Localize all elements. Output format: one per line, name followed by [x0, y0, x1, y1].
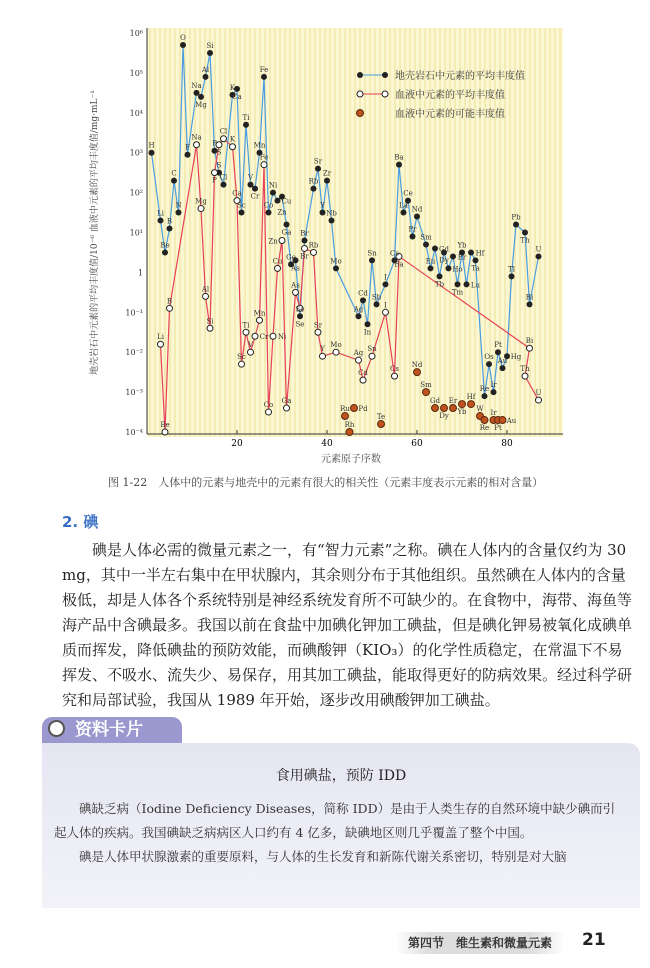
crust-point	[360, 297, 366, 303]
element-label: Tl	[508, 265, 515, 274]
element-label: O	[180, 33, 186, 42]
element-label: Ho	[452, 265, 463, 274]
blood-point	[315, 329, 321, 335]
crust-point	[171, 178, 177, 184]
blood-point	[383, 309, 389, 315]
crust-point	[374, 301, 380, 307]
crust-point	[198, 94, 204, 100]
element-label: Re	[479, 385, 490, 394]
element-label: V	[247, 341, 254, 350]
element-label: Hg	[510, 353, 522, 362]
blood-point	[536, 397, 542, 403]
element-label: K	[229, 135, 236, 144]
info-card	[42, 743, 640, 908]
possible-point	[468, 401, 475, 408]
element-label: Ca	[232, 189, 242, 198]
element-label: W	[476, 405, 484, 414]
element-label: Mg	[195, 100, 207, 109]
blood-point	[203, 293, 209, 299]
x-axis-label: 元素原子序数	[321, 454, 381, 465]
bullet-icon	[48, 720, 65, 737]
crust-point	[446, 265, 452, 271]
legend-marker	[357, 91, 363, 97]
element-label: Zn	[268, 237, 278, 246]
element-label: Sc	[237, 353, 246, 362]
element-label: F	[185, 143, 190, 152]
crust-point	[414, 214, 420, 220]
element-label: Dy	[439, 412, 449, 421]
card-paragraph: 碘是人体甲状腺激素的重要原料，与人体的生长发育和新陈代谢关系密切，特别是对大脑	[79, 849, 567, 864]
blood-point	[356, 357, 362, 363]
info-card-tab: 资料卡片	[42, 717, 182, 743]
element-label: Mn	[253, 309, 266, 318]
element-label: N	[175, 201, 182, 210]
possible-point	[441, 405, 448, 412]
y-tick-label: 10⁻³	[125, 388, 143, 398]
element-label: Hf	[466, 393, 476, 402]
blood-point	[392, 373, 398, 379]
element-label: Pb	[511, 213, 521, 222]
crust-point	[333, 265, 339, 271]
element-label: Co	[263, 201, 274, 210]
crust-point	[194, 90, 200, 96]
element-label: Os	[484, 353, 494, 362]
element-label: Cr	[259, 333, 269, 342]
x-tick-label: 20	[231, 439, 243, 449]
crust-point	[302, 237, 308, 243]
possible-point	[346, 429, 353, 436]
section-title: 2. 碘	[62, 513, 99, 531]
element-label: Nd	[411, 205, 423, 214]
element-label: Pt	[494, 424, 502, 433]
element-label: Co	[263, 401, 274, 410]
element-label: Mn	[253, 141, 266, 150]
element-label: Ru	[340, 405, 350, 414]
element-label: Tm	[451, 288, 464, 297]
crust-point	[158, 218, 164, 224]
element-label: U	[535, 389, 542, 398]
y-axis-label: 地壳岩石中元素的平均丰度值/10⁻⁶ 血液中元素的平均丰度值/mg·mL⁻¹	[90, 90, 100, 375]
y-tick-label: 10⁴	[129, 108, 143, 118]
y-tick-label: 10⁻²	[125, 348, 143, 358]
element-label: H	[148, 141, 155, 150]
crust-point	[432, 245, 438, 251]
element-label: Tb	[434, 280, 445, 289]
element-label: Br	[300, 229, 309, 238]
blood-point	[320, 353, 326, 359]
page-number: 21	[582, 930, 606, 950]
crust-point	[513, 222, 519, 228]
element-label: Ir	[490, 381, 497, 390]
blood-point	[221, 136, 227, 142]
crust-point	[495, 349, 501, 355]
blood-point	[293, 289, 299, 295]
crust-point	[149, 150, 155, 156]
crust-point	[252, 186, 258, 192]
blood-point	[261, 162, 267, 168]
crust-point	[365, 321, 371, 327]
crust-point	[369, 257, 375, 263]
crust-point	[509, 273, 515, 279]
element-label: P	[212, 176, 217, 185]
blood-point	[522, 373, 528, 379]
legend-marker	[382, 72, 388, 78]
element-label: Br	[300, 252, 309, 261]
blood-point	[162, 429, 168, 435]
blood-point	[230, 144, 236, 150]
element-label: Mo	[330, 341, 342, 350]
element-label: Y	[320, 345, 325, 354]
blood-point	[167, 305, 173, 311]
crust-point	[536, 253, 542, 259]
element-label: Yb	[457, 241, 467, 250]
element-label: Sm	[420, 233, 432, 242]
element-label: Rh	[344, 421, 355, 429]
crust-point	[270, 190, 276, 196]
legend-marker	[357, 72, 363, 78]
element-label: Th	[520, 236, 530, 245]
crust-point	[500, 365, 506, 371]
element-label: Ba	[394, 153, 404, 162]
blood-point	[369, 353, 375, 359]
blood-point	[270, 333, 276, 339]
legend-marker	[382, 91, 388, 97]
element-label: Si	[206, 317, 214, 326]
element-label: K	[229, 83, 236, 92]
crust-point	[455, 281, 461, 287]
crust-point	[450, 253, 456, 259]
element-label: Ti	[242, 321, 250, 330]
y-tick-label: 10¹	[129, 228, 143, 238]
crust-point	[324, 178, 330, 184]
blood-point	[527, 345, 533, 351]
element-label: Al	[201, 65, 210, 74]
element-label: Mg	[195, 197, 207, 206]
crust-point	[522, 230, 528, 236]
blood-point	[198, 206, 204, 212]
blood-point	[194, 142, 200, 148]
crust-point	[266, 210, 272, 216]
blood-point	[302, 245, 308, 251]
crust-point	[527, 301, 533, 307]
crust-point	[428, 265, 434, 271]
body-paragraph: 碘是人体必需的微量元素之一，有“智力元素”之称。碘在人体内的含量仅约为 30 mg，其中一半左右集中在甲状腺内，其余则分布于其他组织。虽然碘在人体内的含量极低，却是人体各个系统特别是神经系统发育所不可缺少的。在食物中，海带、海鱼等海产品中含碘最多。我国以前在食盐中加碘化钾加工碘盐，但是碘化钾易被氧化成碘单质而挥发，降低碘盐的预防效能，而碘酸钾（KIO₃）的化学性质稳定，在常温下不易挥发、不吸水、流失少、易保存，用其加工碘盐，能取得更好的防病效果。经过科学研究和局部试验，我国从 1989 年开始，逐步改用碘酸钾加工碘盐。	[62, 541, 633, 709]
element-label: Cu	[272, 257, 283, 266]
crust-point	[491, 389, 497, 395]
x-tick-label: 60	[411, 439, 423, 449]
crust-point	[248, 182, 254, 188]
y-tick-label: 10³	[129, 148, 143, 158]
element-label: Sr	[313, 157, 323, 166]
crust-point	[473, 257, 479, 263]
blood-point	[248, 349, 254, 355]
blood-point	[257, 317, 263, 323]
element-label: Bi	[525, 337, 534, 346]
element-label: Be	[160, 421, 170, 429]
element-label: As	[291, 264, 300, 273]
element-label: V	[247, 173, 254, 182]
element-label: Lu	[470, 281, 481, 290]
crust-point	[243, 122, 249, 128]
element-label: Th	[520, 365, 530, 374]
element-label: Mo	[330, 257, 342, 266]
crust-point	[203, 74, 209, 80]
blood-point	[360, 377, 366, 383]
element-label: Cs	[390, 249, 399, 258]
element-label: As	[291, 281, 300, 290]
element-label: Gd	[429, 397, 441, 406]
element-label: I	[384, 273, 387, 282]
y-tick-label: 10⁵	[129, 68, 143, 78]
crust-point	[207, 50, 213, 56]
element-label: B	[166, 297, 173, 306]
blood-point	[212, 170, 218, 176]
y-tick-label: 10⁶	[129, 29, 143, 38]
y-tick-label: 10⁻¹	[125, 308, 143, 318]
element-label: Ag	[353, 305, 364, 314]
blood-point	[207, 325, 213, 331]
element-label: Na	[191, 133, 202, 142]
element-label: C	[171, 169, 177, 178]
element-label: S	[216, 148, 222, 157]
element-label: Cr	[250, 192, 260, 201]
crust-point	[275, 198, 281, 204]
crust-point	[423, 241, 429, 247]
crust-point	[437, 273, 443, 279]
blood-point	[239, 361, 245, 367]
element-label: Au	[506, 417, 517, 426]
element-label: Bi	[525, 293, 534, 302]
element-label: La	[399, 201, 408, 210]
element-label: Rb	[308, 177, 319, 186]
crust-point	[185, 152, 191, 158]
element-label: Sc	[237, 201, 246, 210]
crust-point	[315, 166, 321, 172]
element-label: Er	[448, 397, 458, 406]
element-label: Nb	[326, 209, 337, 218]
crust-point	[261, 74, 267, 80]
element-label: Eu	[425, 257, 436, 266]
crust-point	[464, 281, 470, 287]
crust-point	[221, 182, 227, 188]
blood-point	[158, 341, 164, 347]
element-label: Cl	[219, 173, 228, 182]
element-label: P	[212, 139, 217, 148]
element-label: Ni	[268, 181, 278, 190]
element-label: Fe	[259, 153, 269, 162]
element-label: Zr	[322, 169, 332, 178]
card-paragraph: 碘缺乏病（Iodine Deficiency Diseases，简称 IDD）是由于人类生存的自然环境中缺少碘而引起人体的疾病。我国碘缺乏病病区人口约有 4 亿多，缺碘地区则几乎覆盖了整个中国。	[54, 801, 616, 840]
element-label: Ca	[232, 92, 242, 101]
element-label: Er	[457, 253, 467, 262]
possible-point	[432, 405, 439, 412]
crust-point	[383, 281, 389, 287]
element-label: Al	[201, 285, 210, 294]
crust-point	[329, 218, 335, 224]
element-label: Zn	[277, 208, 287, 217]
crust-point	[180, 42, 186, 48]
element-label: Rb	[308, 241, 319, 250]
legend-marker	[357, 110, 364, 117]
element-label: U	[535, 245, 542, 254]
legend-label: 血液中元素的可能丰度值	[395, 109, 505, 120]
element-label: Se	[295, 305, 305, 314]
crust-point	[162, 249, 168, 255]
blood-point	[243, 329, 249, 335]
blood-point	[266, 409, 272, 415]
crust-point	[486, 361, 492, 367]
x-tick-label: 40	[321, 439, 333, 449]
element-label: Fe	[259, 65, 269, 74]
crust-point	[284, 222, 290, 228]
element-label: Nd	[411, 361, 423, 370]
element-label: Au	[497, 357, 508, 366]
element-label: Li	[157, 333, 164, 342]
element-label: Na	[191, 81, 202, 90]
element-label: Sn	[367, 345, 377, 354]
possible-point	[414, 369, 421, 376]
element-label: S	[216, 161, 222, 170]
crust-point	[401, 210, 407, 216]
figure-caption: 图 1-22 人体中的元素与地壳中的元素有很大的相关性（元素丰度表示元素的相对含量）	[108, 476, 544, 489]
footer-section-title: 第四节 维生素和微量元素	[395, 932, 565, 954]
blood-point	[216, 142, 222, 148]
element-label: Re	[479, 424, 490, 433]
y-tick-label: 1	[137, 268, 143, 278]
element-label: Ni	[277, 333, 287, 342]
element-label: Pr	[408, 225, 417, 234]
crust-point	[167, 226, 173, 232]
element-label: Ge	[286, 253, 296, 262]
blood-point	[252, 333, 258, 339]
element-label: Si	[206, 41, 214, 50]
legend-label: 地壳岩石中元素的平均丰度值	[395, 71, 525, 82]
legend-label: 血液中元素的平均丰度值	[395, 90, 505, 101]
element-label: Cd	[358, 369, 368, 378]
element-label: Pd	[358, 405, 368, 414]
element-label: Sm	[420, 381, 432, 390]
element-label: Y	[320, 201, 325, 210]
crust-point	[311, 186, 317, 192]
element-label: Se	[295, 320, 305, 329]
element-label: Ir	[490, 409, 497, 418]
blood-point	[311, 249, 317, 255]
element-label: Ga	[281, 228, 292, 237]
blood-point	[279, 237, 285, 243]
crust-point	[320, 210, 326, 216]
element-label: Cd	[358, 289, 368, 298]
element-label: Cs	[390, 365, 399, 374]
blood-point	[333, 349, 339, 355]
crust-point	[356, 313, 362, 319]
crust-point	[239, 210, 245, 216]
element-label: Ga	[281, 397, 292, 406]
element-label: Sr	[313, 321, 323, 330]
element-label: Pt	[494, 341, 502, 350]
element-label: Yb	[457, 408, 467, 417]
element-label: Te	[376, 413, 386, 422]
possible-point	[481, 417, 488, 424]
possible-point	[342, 413, 349, 420]
element-label: Ce	[403, 189, 413, 198]
card-title: 食用碘盐，预防 IDD	[275, 768, 407, 784]
crust-point	[176, 210, 182, 216]
possible-point	[351, 405, 358, 412]
x-tick-label: 80	[501, 439, 513, 449]
element-label: B	[166, 217, 173, 226]
y-tick-label: 10⁻⁴	[125, 428, 143, 437]
element-label: Ba	[394, 260, 404, 269]
blood-point	[284, 405, 290, 411]
element-label: Hf	[475, 249, 485, 258]
crust-point	[468, 249, 474, 255]
element-label: Dy	[439, 256, 449, 265]
element-label: Sn	[367, 249, 377, 258]
element-label: Li	[157, 209, 164, 218]
element-label: Cu	[281, 197, 292, 206]
possible-point	[459, 401, 466, 408]
element-label: Gd	[438, 245, 450, 254]
element-label: Ag	[353, 349, 364, 358]
possible-point	[450, 405, 457, 412]
possible-point	[378, 421, 385, 428]
y-tick-label: 10²	[129, 188, 143, 198]
crust-point	[482, 393, 488, 399]
possible-point	[423, 389, 430, 396]
element-label: I	[384, 301, 387, 310]
element-abundance-chart	[60, 20, 580, 470]
element-label: Cl	[219, 127, 228, 136]
crust-point	[410, 233, 416, 239]
element-label: Sb	[371, 293, 382, 302]
crust-point	[396, 162, 402, 168]
element-label: In	[363, 328, 372, 337]
blood-point	[275, 265, 281, 271]
crust-point	[297, 313, 303, 319]
element-label: Ta	[471, 264, 480, 273]
element-label: Be	[160, 241, 170, 250]
element-label: Ti	[242, 113, 250, 122]
possible-point	[499, 417, 506, 424]
